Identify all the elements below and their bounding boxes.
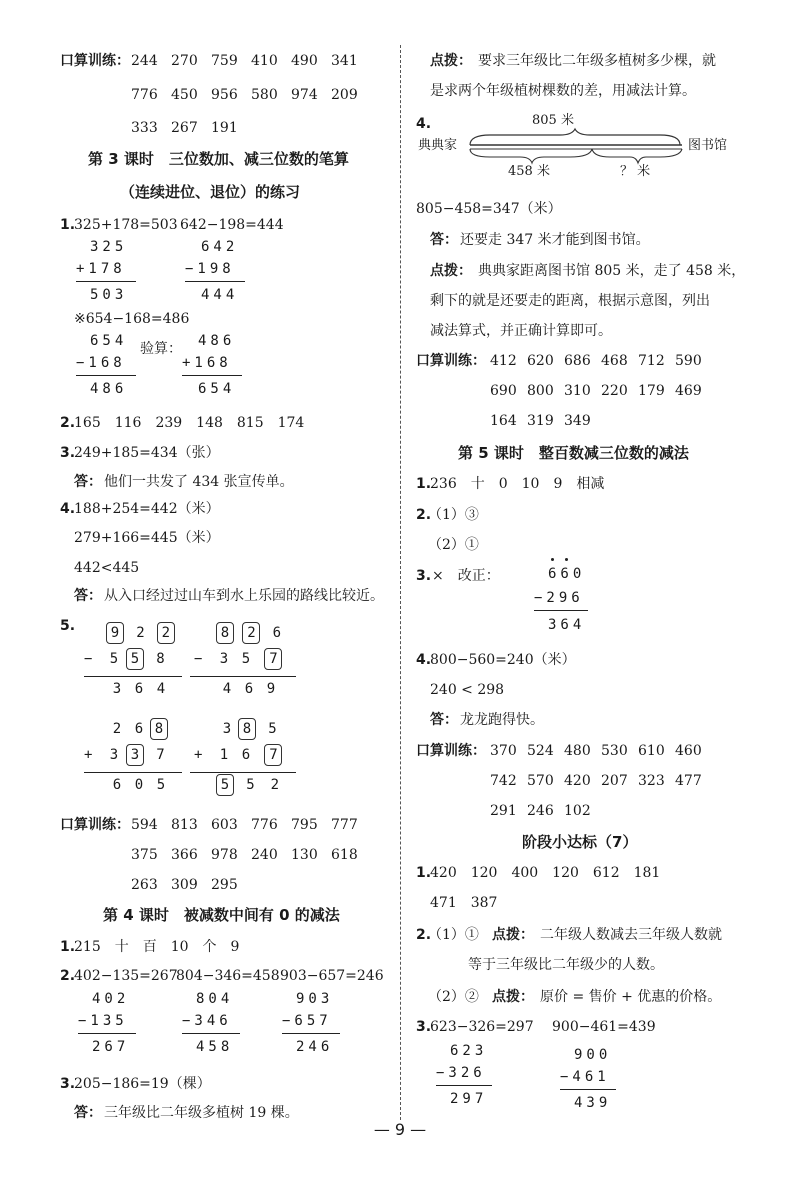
answer-box: 9 [106, 622, 124, 644]
oral-value: 594 [131, 817, 158, 833]
diagram-end-label: 图书馆 [688, 138, 728, 153]
digit: 3 [222, 721, 232, 737]
equation: 205−186=19（棵） [74, 1076, 211, 1092]
oral-value: 450 [171, 87, 198, 103]
oral-value: 776 [251, 817, 278, 833]
digit: 3 [112, 681, 122, 697]
calc-line: −198 [185, 261, 235, 277]
hint-label: 点拨： [430, 53, 472, 69]
oral-value: 610 [638, 743, 665, 759]
equation: 804−346=458 [176, 968, 280, 984]
hint-text: 典典家距离图书馆 805 米，走了 458 米， [478, 263, 746, 279]
oral-label: 口算训练： [416, 743, 486, 759]
oral-value: 618 [331, 847, 358, 863]
digit: 6 [134, 681, 144, 697]
answer-text: 215 十 百 10 个 9 [74, 939, 240, 955]
oral-value: 742 [490, 773, 517, 789]
calc-line: −135 [78, 1013, 128, 1029]
oral-value: 620 [527, 353, 554, 369]
column-divider [400, 45, 401, 1120]
question-number: 1. [416, 476, 432, 492]
oral-value: 333 [131, 120, 158, 136]
answer-text: （2）② [428, 989, 479, 1005]
question-number: 1. [60, 217, 76, 233]
digit: 1 [219, 747, 229, 763]
calc-line: −657 [282, 1013, 332, 1029]
calc-line: 660 [548, 566, 586, 582]
oral-row [490, 742, 712, 760]
oral-value: 580 [251, 87, 278, 103]
oral-row [490, 802, 601, 820]
oral-value: 469 [675, 383, 702, 399]
oral-value: 690 [490, 383, 517, 399]
oral-row [490, 382, 712, 400]
oral-value: 102 [564, 803, 591, 819]
digit: 6 [241, 747, 251, 763]
answer-text: （2）① [428, 537, 479, 553]
digit: 5 [241, 651, 251, 667]
oral-value: 712 [638, 353, 665, 369]
oral-value: 590 [675, 353, 702, 369]
question-number: 4. [60, 501, 76, 517]
vertical-calc [185, 236, 238, 306]
total-brace [470, 129, 680, 145]
hint-text: 原价 = 售价 + 优惠的价格。 [540, 989, 722, 1005]
calc-line: 804 [196, 991, 234, 1007]
oral-value: 366 [171, 847, 198, 863]
vertical-calc [76, 236, 127, 306]
digit: 6 [272, 625, 282, 641]
calc-line: 246 [296, 1039, 334, 1055]
calc-rule [182, 375, 242, 376]
question-number: 1. [60, 939, 76, 955]
answer-text: 471 387 [430, 895, 498, 911]
oral-value: 270 [171, 53, 198, 69]
oral-value: 375 [131, 847, 158, 863]
oral-row [490, 772, 712, 790]
oral-value: 130 [291, 847, 318, 863]
answer-text: 三年级比二年级多植树 19 棵。 [104, 1105, 299, 1121]
equation: 805−458=347（米） [416, 201, 562, 217]
digit: 5 [268, 721, 277, 737]
calc-line: +168 [182, 355, 232, 371]
equation: 900−461=439 [552, 1019, 656, 1035]
answer-text: 420 120 400 120 612 181 [430, 865, 661, 881]
digit: 0 [134, 777, 144, 793]
calc-line: −326 [436, 1065, 486, 1081]
calc-line: 297 [450, 1091, 488, 1107]
oral-value: 477 [675, 773, 702, 789]
answer-label: 答： [74, 588, 102, 604]
oral-value: 341 [331, 53, 358, 69]
hint-label: 点拨： [430, 263, 472, 279]
oral-value: 420 [564, 773, 591, 789]
calc-line: 364 [548, 617, 586, 633]
oral-row [490, 412, 601, 430]
digit: 2 [270, 777, 280, 793]
boxed-calc [194, 716, 283, 798]
oral-value: 179 [638, 383, 665, 399]
answer-box: 7 [264, 648, 282, 670]
digit: 7 [156, 747, 165, 763]
vertical-calc [182, 988, 233, 1058]
question-number: 3. [416, 1019, 432, 1035]
oral-value: 480 [564, 743, 591, 759]
equation: 279+166=445（米） [74, 530, 220, 546]
oral-value: 603 [211, 817, 238, 833]
oral-row [131, 816, 371, 834]
calc-line: +178 [76, 261, 126, 277]
hint-text: 是求两个年级植树棵数的差，用减法计算。 [430, 83, 696, 99]
oral-value: 319 [527, 413, 554, 429]
question-number: 2. [416, 927, 432, 943]
comparison: 240 < 298 [430, 682, 505, 698]
oral-value: 776 [131, 87, 158, 103]
oral-value: 777 [331, 817, 358, 833]
question-number: 3. [60, 445, 76, 461]
equation: 249+185=434（张） [74, 445, 220, 461]
calc-rule [185, 281, 245, 282]
answer-text: × 改正： [432, 568, 500, 584]
boxed-calc [194, 620, 285, 702]
answer-text: （1）③ [428, 507, 479, 523]
oral-value: 412 [490, 353, 517, 369]
oral-value: 349 [564, 413, 591, 429]
calc-rule [282, 1033, 340, 1034]
calc-line: 458 [196, 1039, 234, 1055]
answer-text: 龙龙跑得快。 [460, 712, 544, 728]
calc-line: 325 [90, 239, 128, 255]
equation: 800−560=240（米） [430, 652, 576, 668]
vertical-calc [76, 330, 127, 400]
answer-text: （1）① [428, 927, 479, 943]
oral-value: 207 [601, 773, 628, 789]
hint-text: 要求三年级比二年级多植树多少棵，就 [478, 53, 716, 69]
answer-label: 答： [74, 474, 102, 490]
calc-rule [84, 676, 182, 677]
oral-value: 460 [675, 743, 702, 759]
oral-value: 263 [131, 877, 158, 893]
operator: + [194, 747, 203, 763]
oral-value: 530 [601, 743, 628, 759]
oral-value: 191 [211, 120, 238, 136]
comparison: 442<445 [74, 560, 140, 576]
question-number: 3. [416, 568, 432, 584]
hint-text: 等于三年级比二年级少的人数。 [468, 957, 664, 973]
oral-value: 956 [211, 87, 238, 103]
vertical-calc [282, 988, 333, 1058]
diagram-start-label: 典典家 [418, 138, 458, 153]
section-title: 阶段小达标（7） [522, 833, 638, 851]
operator: − [194, 651, 203, 667]
calc-rule [76, 375, 136, 376]
oral-value: 209 [331, 87, 358, 103]
calc-line: 654 [198, 381, 236, 397]
borrow-dot [551, 558, 554, 561]
oral-row [131, 876, 251, 894]
calc-rule [190, 676, 296, 677]
equation: ※654−168=486 [74, 311, 190, 327]
answer-label: 答： [74, 1105, 102, 1121]
oral-value: 468 [601, 353, 628, 369]
digit: 2 [112, 721, 122, 737]
answer-text: 165 116 239 148 815 174 [74, 415, 305, 431]
calc-rule [190, 772, 296, 773]
oral-value: 244 [131, 53, 158, 69]
answer-box: 2 [157, 622, 175, 644]
operator: − [84, 651, 93, 667]
calc-line: −461 [560, 1069, 610, 1085]
check-label: 验算： [140, 341, 182, 357]
oral-value: 759 [211, 53, 238, 69]
oral-value: 686 [564, 353, 591, 369]
calc-rule [76, 281, 136, 282]
calc-line: 623 [450, 1043, 488, 1059]
digit: 8 [156, 651, 165, 667]
part-brace [592, 149, 682, 163]
oral-row [131, 52, 371, 70]
question-number: 3. [60, 1076, 76, 1092]
diagram-total-label: 805 米 [532, 113, 574, 128]
calc-line: 903 [296, 991, 334, 1007]
calc-line: 267 [92, 1039, 130, 1055]
question-number: 4. [416, 652, 432, 668]
digit: 4 [156, 681, 166, 697]
answer-text: 从入口经过过山车到水上乐园的路线比较近。 [104, 588, 384, 604]
page-number: — 9 — [373, 1120, 427, 1139]
oral-value: 813 [171, 817, 198, 833]
oral-value: 524 [527, 743, 554, 759]
lesson-title: 第 4 课时 被减数中间有 0 的减法 [103, 906, 340, 924]
boxed-calc [84, 620, 175, 702]
oral-value: 410 [251, 53, 278, 69]
part-brace [470, 149, 592, 163]
calc-rule [84, 772, 182, 773]
question-number: 4. [416, 116, 432, 132]
oral-value: 220 [601, 383, 628, 399]
question-number: 2. [60, 968, 76, 984]
hint-text: 减法算式，并正确计算即可。 [430, 323, 612, 339]
calc-rule [78, 1033, 136, 1034]
diagram-part-label: ？ 米 [620, 164, 651, 179]
calc-line: 439 [574, 1095, 612, 1111]
vertical-calc [560, 1044, 611, 1114]
calc-line: −296 [534, 590, 584, 606]
answer-box: 2 [242, 622, 260, 644]
oral-value: 310 [564, 383, 591, 399]
digit: 5 [156, 777, 166, 793]
answer-box: 5 [126, 648, 144, 670]
diagram-part-label: 458 米 [508, 164, 550, 179]
oral-value: 267 [171, 120, 198, 136]
calc-line: 503 [90, 287, 128, 303]
calc-line: 486 [90, 381, 128, 397]
operator: + [84, 747, 93, 763]
answer-text: 236 十 0 10 9 相减 [430, 476, 605, 492]
equation: 623−326=297 [430, 1019, 534, 1035]
question-number: 5. [60, 618, 76, 634]
answer-box: 8 [216, 622, 234, 644]
oral-row [490, 352, 712, 370]
equation: 903−657=246 [280, 968, 384, 984]
answer-box: 8 [150, 718, 168, 740]
calc-rule [560, 1089, 616, 1090]
calc-line: −346 [182, 1013, 232, 1029]
oral-row [131, 119, 251, 137]
digit: 4 [222, 681, 232, 697]
answer-label: 答： [430, 232, 458, 248]
hint-text: 剩下的就是还要走的距离，根据示意图，列出 [430, 293, 710, 309]
oral-value: 295 [211, 877, 238, 893]
question-number: 1. [416, 865, 432, 881]
boxed-calc [84, 716, 172, 798]
digit: 3 [219, 651, 229, 667]
oral-value: 291 [490, 803, 517, 819]
calc-line: 486 [198, 333, 236, 349]
digit: 9 [266, 681, 276, 697]
lesson-subtitle: （连续进位、退位）的练习 [120, 183, 301, 201]
digit: 6 [134, 721, 144, 737]
answer-text: 还要走 347 米才能到图书馆。 [460, 232, 650, 248]
hint-label: 点拨： [492, 989, 534, 1005]
vertical-calc [534, 562, 585, 637]
lesson-title: 第 3 课时 三位数加、减三位数的笔算 [88, 150, 349, 168]
answer-box: 3 [126, 744, 144, 766]
answer-box: 5 [216, 774, 234, 796]
vertical-calc [78, 988, 129, 1058]
oral-value: 240 [251, 847, 278, 863]
oral-row [131, 846, 371, 864]
oral-value: 246 [527, 803, 554, 819]
equation: 642−198=444 [180, 217, 284, 233]
equation: 325+178=503 [74, 217, 178, 233]
oral-value: 800 [527, 383, 554, 399]
digit: 3 [109, 747, 119, 763]
oral-value: 570 [527, 773, 554, 789]
oral-value: 370 [490, 743, 517, 759]
oral-value: 309 [171, 877, 198, 893]
calc-rule [436, 1085, 492, 1086]
oral-value: 974 [291, 87, 318, 103]
digit: 5 [246, 777, 255, 793]
oral-value: 323 [638, 773, 665, 789]
equation: 188+254=442（米） [74, 501, 220, 517]
calc-line: −168 [76, 355, 126, 371]
digit: 5 [109, 651, 119, 667]
lesson-title: 第 5 课时 整百数减三位数的减法 [458, 444, 689, 462]
calc-line: 900 [574, 1047, 612, 1063]
digit: 2 [136, 625, 145, 641]
oral-value: 978 [211, 847, 238, 863]
hint-label: 点拨： [492, 927, 534, 943]
oral-row [131, 86, 371, 104]
calc-rule [182, 1033, 240, 1034]
distance-diagram [460, 125, 690, 165]
digit: 6 [112, 777, 122, 793]
oral-value: 164 [490, 413, 517, 429]
question-number: 2. [60, 415, 76, 431]
calc-line: 642 [201, 239, 239, 255]
answer-text: 他们一共发了 434 张宣传单。 [104, 474, 294, 490]
calc-line: 444 [201, 287, 239, 303]
answer-box: 7 [264, 744, 282, 766]
calc-line: 402 [92, 991, 130, 1007]
borrow-dot [565, 558, 568, 561]
oral-label: 口算训练： [60, 817, 130, 833]
question-number: 2. [416, 507, 432, 523]
oral-value: 795 [291, 817, 318, 833]
vertical-calc [436, 1040, 487, 1110]
answer-box: 8 [238, 718, 256, 740]
vertical-calc [182, 330, 235, 400]
oral-label: 口算训练： [416, 353, 486, 369]
equation: 402−135=267 [74, 968, 178, 984]
calc-rule [534, 610, 588, 611]
hint-text: 二年级人数减去三年级人数就 [540, 927, 722, 943]
calc-line: 654 [90, 333, 128, 349]
digit: 6 [244, 681, 254, 697]
oral-label: 口算训练： [60, 53, 130, 69]
oral-value: 490 [291, 53, 318, 69]
answer-label: 答： [430, 712, 458, 728]
